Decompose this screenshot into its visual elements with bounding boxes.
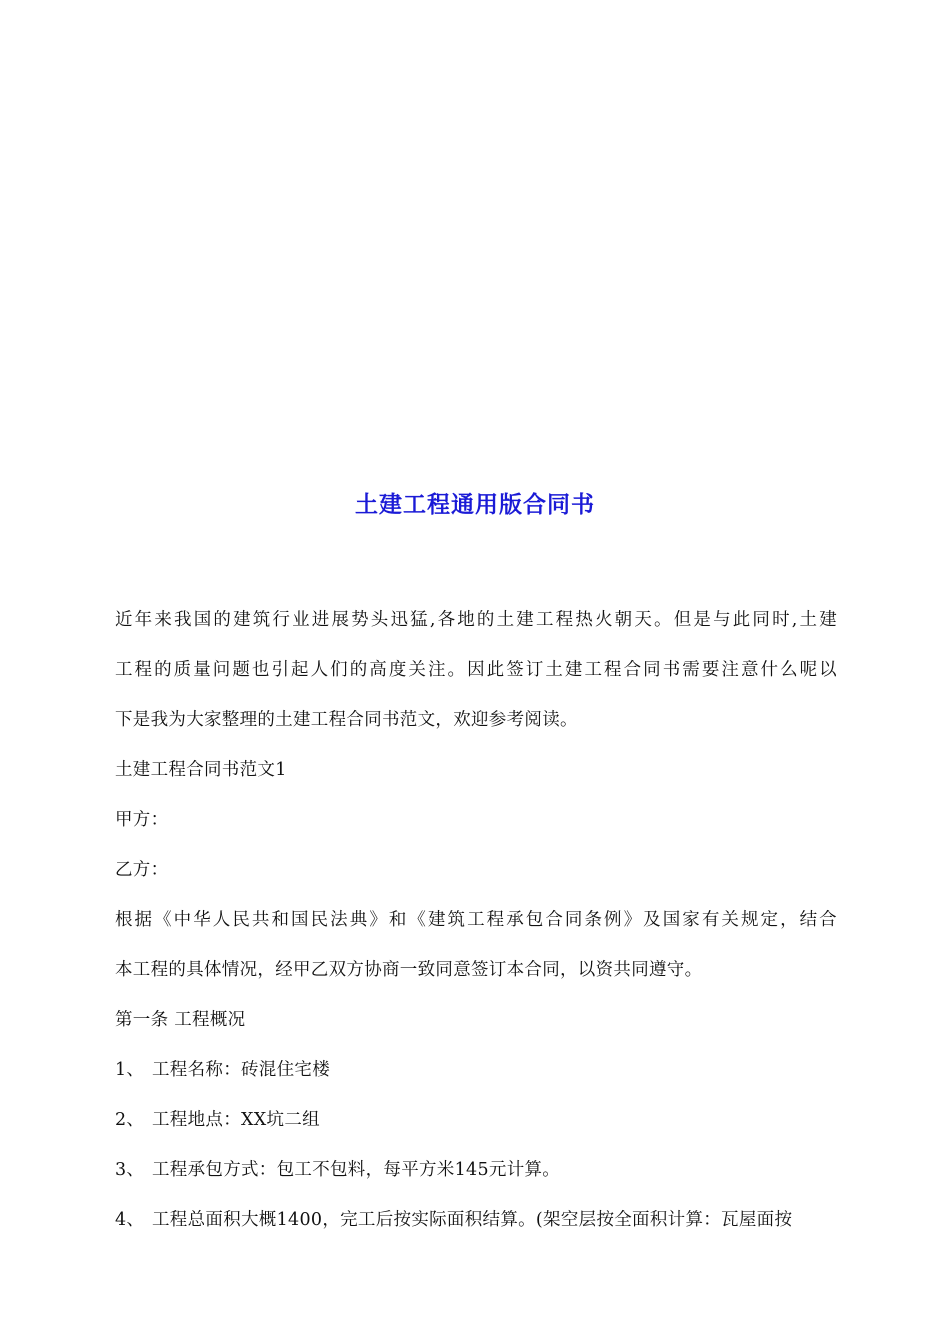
document-title: 土建工程通用版合同书 <box>355 492 595 518</box>
list-item-text: 工程总面积大概1400，完工后按实际面积结算。(架空层按全面积计算：瓦屋面按 <box>152 1210 793 1230</box>
party-a-label: 甲方： <box>115 810 169 830</box>
list-item-text: 工程地点：XX坑二组 <box>152 1110 320 1130</box>
party-b-label: 乙方： <box>115 860 169 880</box>
article-1-heading: 第一条 工程概况 <box>115 1010 246 1030</box>
sample-heading: 土建工程合同书范文1 <box>115 760 287 780</box>
list-item <box>115 1057 330 1083</box>
preamble-line-1: 根据《中华人民共和国民法典》和《建筑工程承包合同条例》及国家有关规定，结合 <box>115 910 837 930</box>
list-item <box>115 1157 560 1183</box>
list-item-text: 工程名称：砖混住宅楼 <box>152 1060 330 1080</box>
intro-line-3: 下是我为大家整理的土建工程合同书范文，欢迎参考阅读。 <box>115 710 578 730</box>
intro-line-1: 近年来我国的建筑行业进展势头迅猛,各地的土建工程热火朝天。但是与此同时,土建 <box>115 610 837 630</box>
intro-line-2: 工程的质量问题也引起人们的高度关注。因此签订土建工程合同书需要注意什么呢以 <box>115 660 837 680</box>
list-item <box>115 1107 320 1133</box>
list-item-number: 2、 <box>115 1110 145 1130</box>
list-item <box>115 1207 837 1233</box>
list-item-text: 工程承包方式：包工不包料，每平方米145元计算。 <box>152 1160 561 1180</box>
list-item-number: 1、 <box>115 1060 145 1080</box>
list-item-number: 4、 <box>115 1210 145 1230</box>
list-item-number: 3、 <box>115 1160 145 1180</box>
preamble-line-2: 本工程的具体情况，经甲乙双方协商一致同意签订本合同，以资共同遵守。 <box>115 960 703 980</box>
